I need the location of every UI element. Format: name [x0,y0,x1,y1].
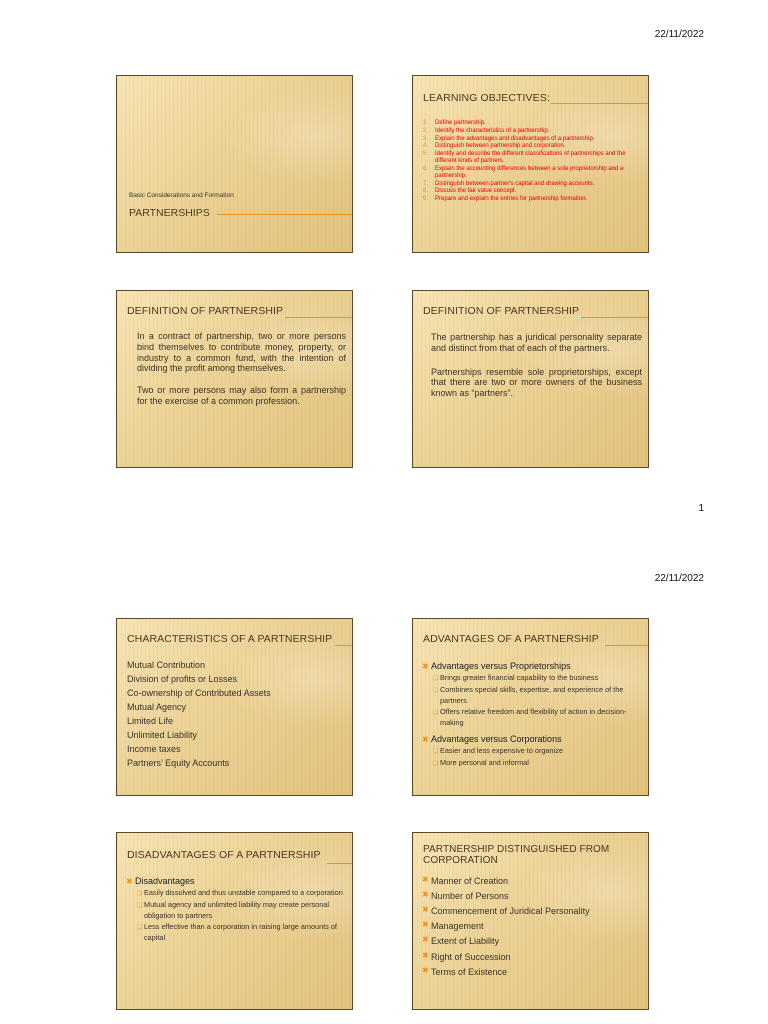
list-heading: ✖ Advantages versus Proprietorships [422,661,571,671]
objective-text: Discuss the fair value concept. [435,188,517,195]
list-item: ✖ Terms of Existence [422,965,642,980]
objective-number: 8. [423,188,429,195]
objective-item [423,181,638,188]
list-item: Mutual Agency [127,701,187,712]
slide-title: DISADVANTAGES OF A PARTNERSHIP [127,849,321,861]
title-rule [217,214,352,215]
sub-bullet-icon: ❑ [433,761,439,768]
slide-title: DEFINITION OF PARTNERSHIP [127,305,284,317]
list-item: ✖ Management [422,919,642,934]
objective-text: Define partnership. [435,120,486,126]
slide-title: ADVANTAGES OF A PARTNERSHIP [423,633,599,645]
list-heading: ✖ Disadvantages [126,876,195,886]
sub-bullet-icon: ❑ [433,710,439,717]
objective-item [423,120,638,127]
slide-partnership-vs-corporation [412,832,649,1010]
objective-number: 6. [423,165,429,172]
slide-body [431,332,642,410]
page-date: 22/11/2022 [654,573,704,584]
sub-bullet-icon: ❑ [433,748,439,755]
list-item: Partners’ Equity Accounts [127,757,230,768]
list-item: ❑ Combines special skills, expertise, and experience of the partners [433,685,624,706]
objective-item [423,151,638,165]
list-item: Co-ownership of Contributed Assets [127,687,271,698]
list-item: ❑ Easier and less expensive to organize [433,746,642,759]
objective-text: Distinguish between partnership and corporation. [435,143,566,150]
list-item: ✖ Commencement of Juridical Personality [422,904,642,919]
objective-number: 7. [423,180,429,187]
objective-text: Identify the characteristics of a partnership. [435,127,550,134]
list-heading: ✖ Advantages versus Corporations [422,733,562,744]
objective-text: Prepare and explain the entries for partnership formation. [435,196,588,203]
slide-title: PARTNERSHIPS [129,207,210,219]
slide-body [137,331,346,418]
list-item: ✖ Extent of Liability [422,934,642,949]
list-item: ❑ Easily dissolved and thus unstable compared to a corporation [137,888,346,901]
objective-item [423,128,638,135]
sub-bullet-icon: ❑ [433,688,439,695]
list-item: ❑ Offers relative freedom and flexibility of action in decision-making [433,707,627,727]
objective-number: 4. [423,143,429,150]
slide-subtitle: Basic Considerations and Formation [129,192,234,199]
objectives-list [423,120,638,204]
objective-text: Explain the advantages and disadvantages of a partnership. [435,135,595,142]
list-item: ✖ Number of Persons [422,889,642,904]
list-item: Limited Life [127,715,174,726]
slide-advantages [412,618,649,796]
list-item: ❑ More personal and informal [433,758,642,771]
paragraph: Partnerships resemble sole proprietorships, except that there are two or more owners of the business known as “partners”. [431,366,642,399]
objective-text: Explain the accounting differences between a sole proprietorship and a partnership. [435,165,624,179]
list-item: ❑ Mutual agency and unlimited liability may create personal obligation to partners [137,900,329,921]
slide-definition-2 [412,290,649,468]
title-rule [551,103,648,104]
sub-bullet-icon: ❑ [433,675,439,682]
title-rule [605,645,648,646]
sub-bullet-icon: ❑ [137,890,143,897]
bullet-icon: ✖ [126,877,133,886]
advantages-list [422,658,642,771]
list-item: Division of profits or Losses [127,673,238,684]
sub-bullet-icon: ❑ [137,903,143,910]
objective-text: Distinguish between partner's capital and drawing accounts. [435,180,595,187]
objective-item [423,166,638,180]
objective-number: 2. [423,127,429,134]
slide-title: DEFINITION OF PARTNERSHIP [423,305,580,317]
disadvantages-list [126,873,346,944]
slide-title: CHARACTERISTICS OF A PARTNERSHIP [127,633,333,645]
slide-title: LEARNING OBJECTIVES: [423,92,550,104]
list-item: ❑ Brings greater financial capability to the business [433,673,642,686]
slide-definition-1 [116,290,353,468]
list-item: Income taxes [127,743,181,754]
objective-text: Identify and describe the different classifications of partnerships and the different kinds of partners. [435,151,626,165]
slide-characteristics [116,618,353,796]
paragraph: The partnership has a juridical personality separate and distinct from that of each of the partners. [431,332,642,353]
objective-number: 9. [423,196,429,203]
bullet-icon: ✖ [422,935,429,945]
distinctions-list [422,874,642,980]
list-item: Unlimited Liability [127,729,198,740]
page-number: 1 [698,503,704,514]
title-rule [581,317,648,318]
slide-title: PARTNERSHIP DISTINGUISHED FROM CORPORATION [423,844,610,867]
sub-bullet-icon: ❑ [137,925,143,932]
list-item: ✖ Manner of Creation [422,874,642,889]
paragraph: In a contract of partnership, two or more persons bind themselves to contribute money, property, or industry to a common fund, with the intention of dividing the profit among themselves. [137,331,346,374]
objective-number: 1. [423,120,429,126]
objective-item [423,188,638,195]
bullet-icon: ✖ [422,950,429,960]
slide-disadvantages [116,832,353,1010]
bullet-icon: ✖ [422,905,429,915]
bullet-icon: ✖ [422,890,429,900]
objective-item [423,196,638,203]
page-date: 22/11/2022 [654,29,704,40]
slide-learning-objectives [412,75,649,253]
title-rule [335,645,352,646]
slide-cover [116,75,353,253]
bullet-icon: ✖ [422,920,429,930]
title-rule [285,317,352,318]
bullet-icon: ✖ [422,965,429,975]
list-item: ✖ Right of Succession [422,950,642,965]
paragraph: Two or more persons may also form a partnership for the exercise of a common profession. [137,385,346,406]
list-item: Mutual Contribution [127,660,206,670]
objective-number: 3. [423,135,429,142]
bullet-icon: ✖ [422,734,429,744]
title-rule [327,863,352,864]
characteristics-list [127,659,346,771]
bullet-icon: ✖ [422,662,429,671]
list-item: ❑ Less effective than a corporation in raising large amounts of capital [137,922,337,942]
bullet-icon: ✖ [422,875,429,884]
objective-item [423,143,638,150]
objective-item [423,136,638,143]
objective-number: 5. [423,151,429,158]
